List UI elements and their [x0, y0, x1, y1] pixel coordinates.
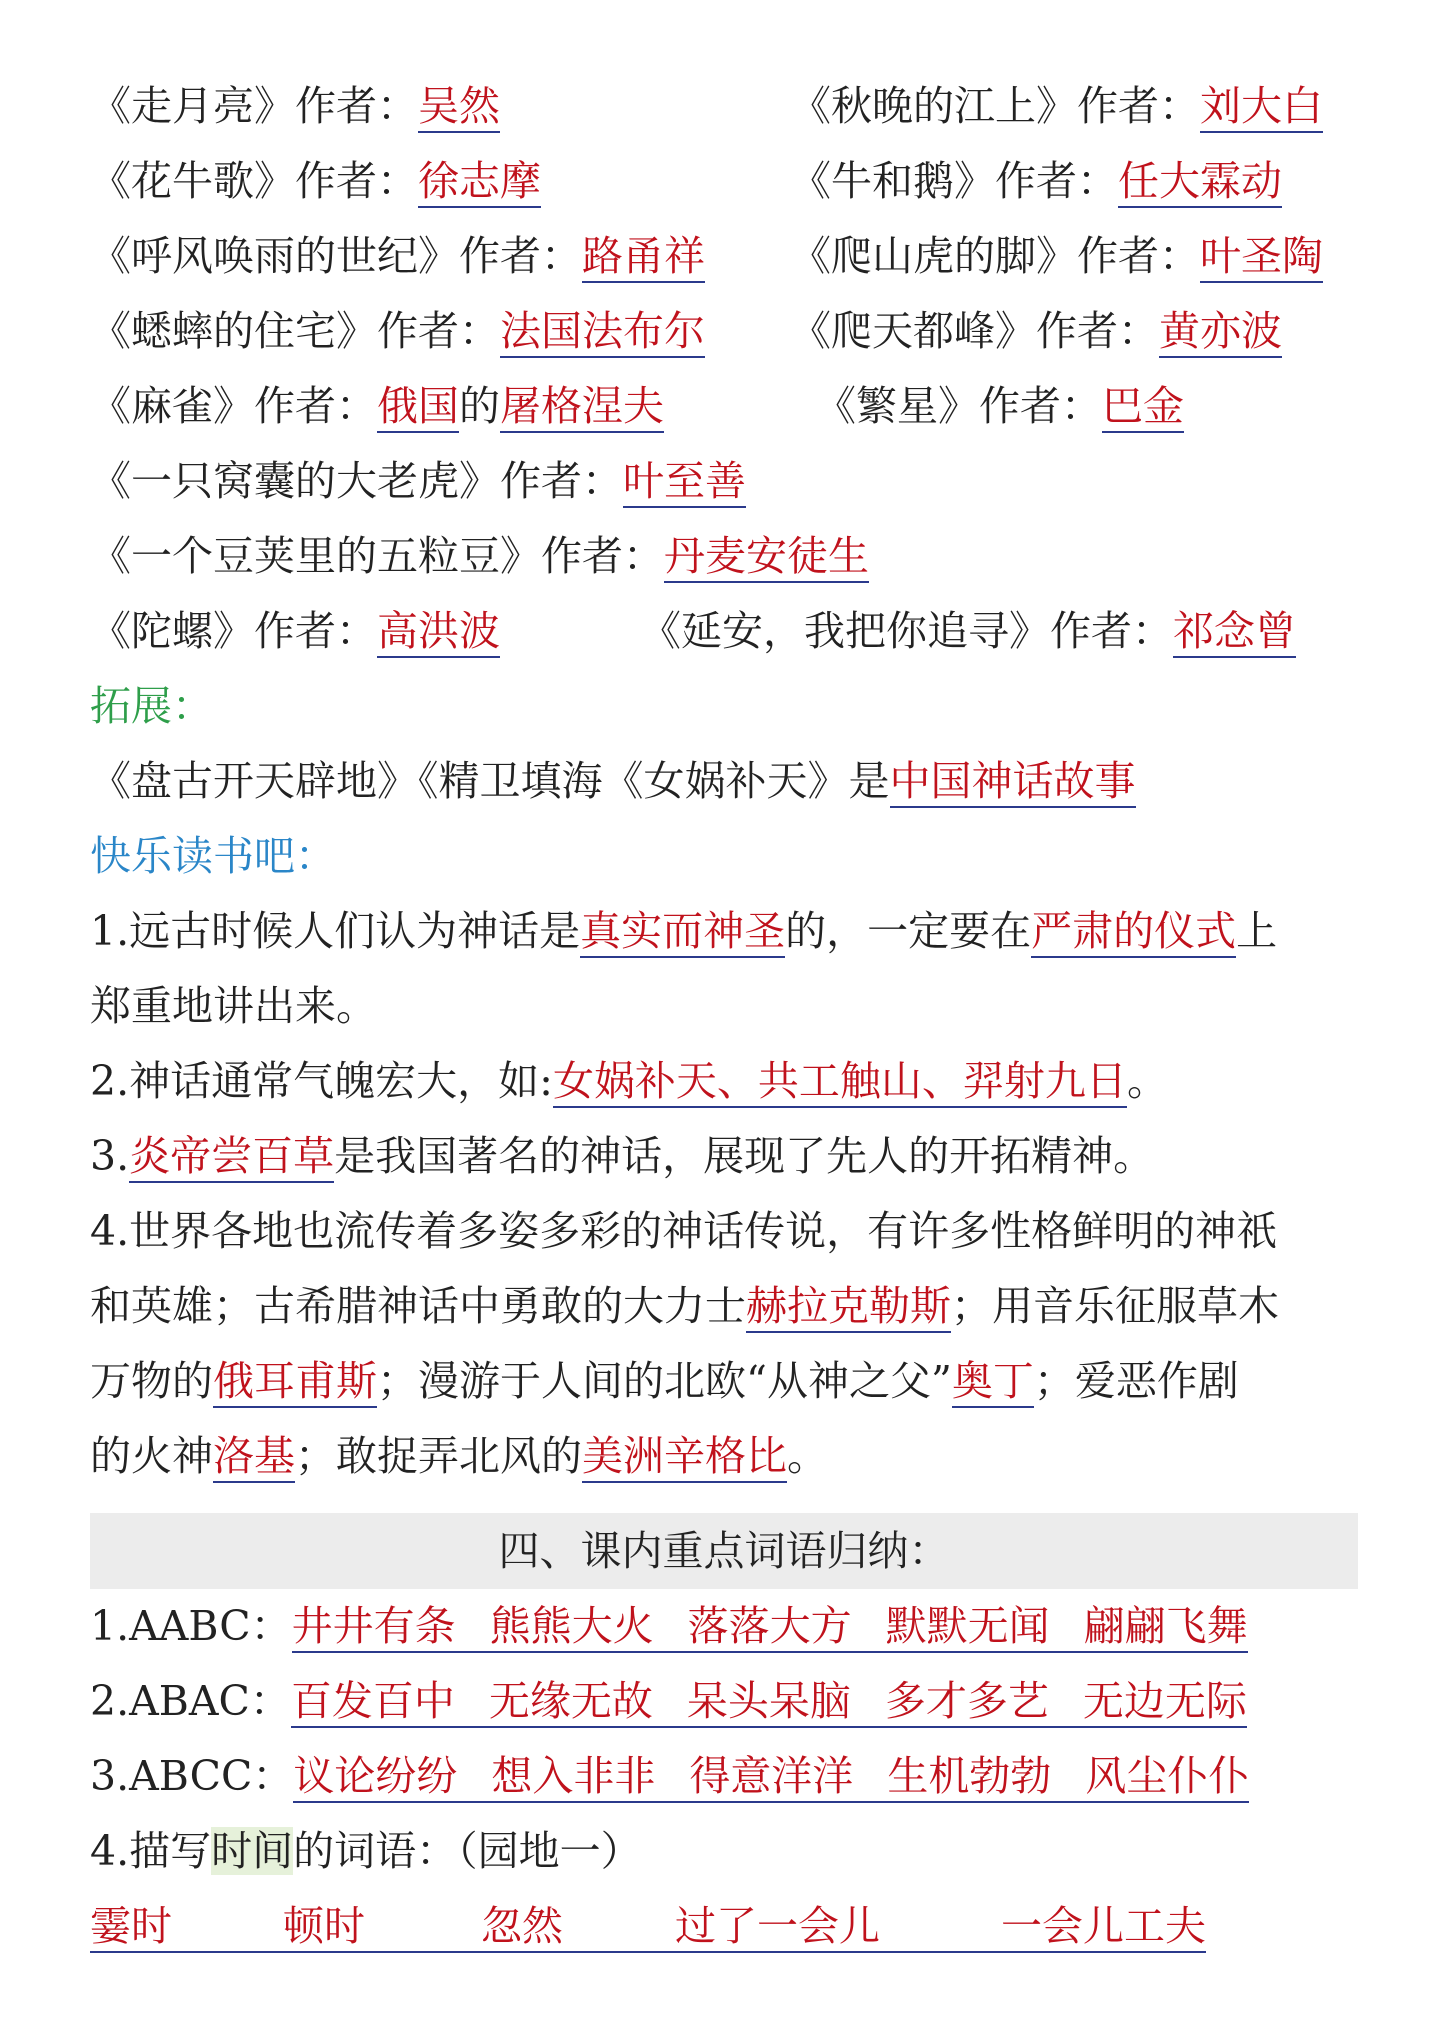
reading-p4-line3: [90, 1351, 1239, 1411]
text: 。: [1126, 1057, 1168, 1105]
author-row-13: [90, 601, 500, 661]
author-country: 俄国: [377, 382, 459, 433]
word: 百发百中: [290, 1677, 455, 1725]
book-title: 《麻雀》: [90, 382, 254, 430]
connector-text: 的: [459, 382, 500, 430]
word: 霎时: [90, 1902, 172, 1950]
text: 3.: [90, 1132, 130, 1180]
author-name: 祁念曾: [1173, 607, 1296, 658]
book-title: 《爬山虎的脚》: [790, 232, 1077, 280]
author-name: 高洪波: [377, 607, 500, 658]
author-name: 路甬祥: [582, 232, 705, 283]
word: 井井有条: [291, 1602, 456, 1650]
answer: 女娲补天、共工触山、羿射九日: [553, 1057, 1127, 1108]
reading-p4-line4: [90, 1426, 828, 1486]
word-row-aabc: [90, 1596, 1248, 1656]
book-title: 《呼风唤雨的世纪》: [90, 232, 459, 280]
book-title: 《蟋蟀的住宅》: [90, 307, 377, 355]
book-title: 《秋晚的江上》: [790, 82, 1077, 130]
reading-p4-line1: 4.世界各地也流传着多姿多彩的神话传说，有许多性格鲜明的神祇: [90, 1207, 1278, 1255]
book-title: 《延安，我把你追寻》: [640, 607, 1050, 655]
author-row-9: [90, 376, 664, 436]
answer: 真实而神圣: [580, 907, 785, 958]
reading-p2: [90, 1051, 1168, 1111]
book-title: 《繁星》: [815, 382, 979, 430]
text: ；漫游于人间的北欧“从神之父”: [377, 1357, 952, 1405]
reading-p3: [90, 1126, 1154, 1186]
word-list: [292, 1602, 1248, 1653]
author-row-4: [790, 151, 1282, 211]
word: 想入非非: [491, 1752, 656, 1800]
author-label: 作者：: [1050, 607, 1173, 655]
text: 。: [787, 1432, 828, 1480]
author-row-8: [790, 301, 1282, 361]
author-label: 作者：: [1077, 232, 1200, 280]
author-row-6: [790, 226, 1323, 286]
text: 和英雄；古希腊神话中勇敢的大力士: [90, 1282, 746, 1330]
author-name: 刘大白: [1200, 82, 1323, 133]
word: 熊熊大火: [489, 1602, 654, 1650]
section-title: 四、课内重点词语归纳：: [90, 1513, 1358, 1589]
author-row-11: [90, 451, 746, 511]
book-title: 《爬天都峰》: [790, 307, 1036, 355]
author-label: 作者：: [500, 457, 623, 505]
word-row-abcc: [90, 1746, 1249, 1806]
word-list: [291, 1677, 1247, 1728]
text: 1.远古时候人们认为神话是: [90, 907, 581, 955]
author-name: 徐志摩: [418, 157, 541, 208]
author-row-1: [90, 76, 500, 136]
word: 多才多艺: [884, 1677, 1049, 1725]
book-title: 《花牛歌》: [90, 157, 295, 205]
text: 的火神: [90, 1432, 213, 1480]
author-label: 作者：: [995, 157, 1118, 205]
author-name: 屠格涅夫: [500, 382, 664, 433]
word: 无缘无故: [488, 1677, 653, 1725]
word-row-abac: [90, 1671, 1247, 1731]
word: 无边无际: [1082, 1677, 1247, 1725]
author-label: 作者：: [1036, 307, 1159, 355]
expand-text: 《盘古开天辟地》《精卫填海《女娲补天》是: [90, 757, 890, 805]
author-label: 作者：: [295, 157, 418, 205]
word: 生机勃勃: [887, 1752, 1052, 1800]
row-label: 2.ABAC：: [90, 1677, 291, 1725]
answer: 严肃的仪式: [1031, 907, 1236, 958]
author-name: 叶圣陶: [1200, 232, 1323, 283]
answer: 美洲辛格比: [582, 1432, 787, 1483]
expand-heading: 拓展：: [90, 682, 213, 730]
answer: 炎帝尝百草: [129, 1132, 334, 1183]
author-label: 作者：: [1077, 82, 1200, 130]
row-label: 1.AABC：: [90, 1602, 292, 1650]
word: 呆头呆脑: [686, 1677, 851, 1725]
author-label: 作者：: [254, 382, 377, 430]
text: 上: [1236, 907, 1278, 955]
author-name: 巴金: [1102, 382, 1184, 433]
author-row-5: [90, 226, 705, 286]
time-words-heading: [90, 1821, 642, 1881]
answer: 奥丁: [952, 1357, 1034, 1408]
answer: 洛基: [213, 1432, 295, 1483]
word: 落落大方: [687, 1602, 852, 1650]
word: 顿时: [283, 1902, 365, 1950]
highlighted-text: 时间: [211, 1827, 294, 1875]
book-title: 《一只窝囊的大老虎》: [90, 457, 500, 505]
expand-line: [90, 751, 1136, 811]
expand-answer: 中国神话故事: [890, 757, 1136, 808]
author-label: 作者：: [295, 82, 418, 130]
author-label: 作者：: [459, 232, 582, 280]
word: 忽然: [481, 1902, 563, 1950]
word-list: [293, 1752, 1249, 1803]
word: 议论纷纷: [293, 1752, 458, 1800]
word: 风尘仆仆: [1085, 1752, 1250, 1800]
time-words-row: [90, 1896, 1206, 1956]
word: 默默无闻: [885, 1602, 1050, 1650]
reading-p1-line1: [90, 901, 1277, 961]
text: 万物的: [90, 1357, 213, 1405]
reading-heading: 快乐读书吧：: [90, 832, 336, 880]
author-label: 作者：: [979, 382, 1102, 430]
book-title: 《陀螺》: [90, 607, 254, 655]
word: 得意洋洋: [689, 1752, 854, 1800]
author-name: 吴然: [418, 82, 500, 133]
book-title: 《走月亮》: [90, 82, 295, 130]
author-row-3: [90, 151, 541, 211]
text: ；敢捉弄北风的: [295, 1432, 582, 1480]
word: 过了一会儿: [675, 1902, 880, 1950]
book-title: 《牛和鹅》: [790, 157, 995, 205]
author-row-12: [90, 526, 869, 586]
author-row-14: [640, 601, 1296, 661]
text: 的，一定要在: [785, 907, 1032, 955]
author-row-2: [790, 76, 1323, 136]
author-label: 作者：: [254, 607, 377, 655]
author-label: 作者：: [377, 307, 500, 355]
text: 是我国著名的神话，展现了先人的开拓精神。: [334, 1132, 1155, 1180]
word: 翩翩飞舞: [1083, 1602, 1248, 1650]
word: 一会儿工夫: [1001, 1902, 1206, 1950]
row-label: 3.ABCC：: [90, 1752, 294, 1800]
text: 的词语：（园地一）: [293, 1827, 642, 1875]
author-row-10: [815, 376, 1184, 436]
text: ；用音乐征服草木: [951, 1282, 1279, 1330]
author-label: 作者：: [541, 532, 664, 580]
text: ；爱恶作剧: [1033, 1357, 1239, 1405]
author-row-7: [90, 301, 705, 361]
author-name: 任大霖动: [1118, 157, 1282, 208]
answer: 赫拉克勒斯: [746, 1282, 951, 1333]
reading-p4-line2: [90, 1276, 1279, 1336]
text: 4.描写: [90, 1827, 212, 1875]
author-name: 法国法布尔: [500, 307, 705, 358]
author-name: 黄亦波: [1159, 307, 1282, 358]
text: 2.神话通常气魄宏大，如:: [90, 1057, 553, 1105]
reading-p1-line2: 郑重地讲出来。: [90, 982, 377, 1030]
answer: 俄耳甫斯: [213, 1357, 377, 1408]
word-list: [90, 1902, 1206, 1953]
author-name: 丹麦安徒生: [664, 532, 869, 583]
book-title: 《一个豆荚里的五粒豆》: [90, 532, 541, 580]
author-name: 叶至善: [623, 457, 746, 508]
